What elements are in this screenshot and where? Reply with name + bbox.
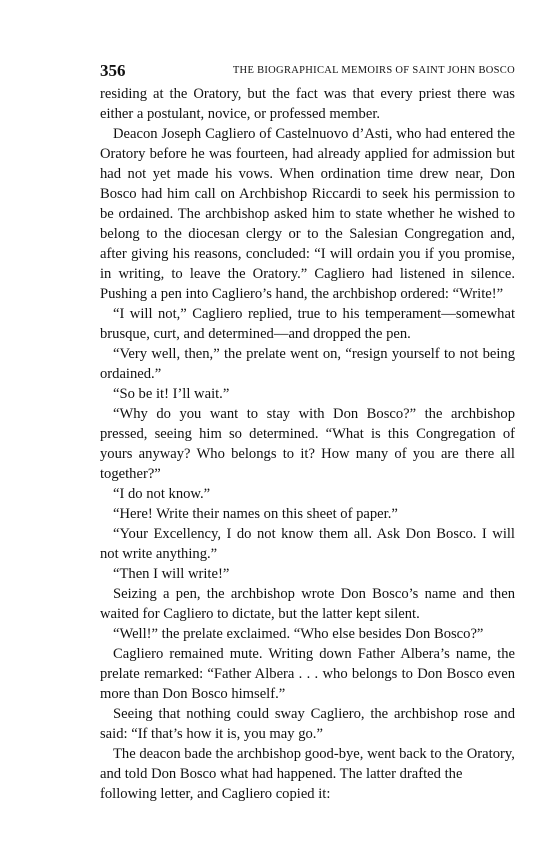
paragraph: “Very well, then,” the prelate went on, “resign yourself to not being ordained.” [100, 346, 515, 382]
paragraph: residing at the Oratory, but the fact was that every priest there was either a postulant, novice, or professed member. [100, 86, 515, 122]
page-number: 356 [100, 61, 126, 80]
page-header [100, 60, 515, 82]
paragraph: The deacon bade the archbishop good-bye, went back to the Oratory, and told Don Bosco what had happened. The latter drafted the following letter, and Cagliero copied it: [100, 746, 515, 802]
running-head: THE BIOGRAPHICAL MEMOIRS OF SAINT JOHN BOSCO [232, 65, 515, 76]
paragraph: “Then I will write!” [113, 566, 230, 582]
paragraph: “Why do you want to stay with Don Bosco?” the archbishop pressed, seeing him so determined. “What is this Congregation of yours anyway? Who belongs to it? How many of you are there all together?” [100, 406, 515, 482]
body-text [100, 84, 515, 804]
paragraph: Cagliero remained mute. Writing down Father Albera’s name, the prelate remarked: “Father Albera . . . who belongs to Don Bosco even more than Don Bosco himself.” [100, 646, 515, 702]
paragraph: “I will not,” Cagliero replied, true to his temperament—somewhat brusque, curt, and determined—and dropped the pen. [100, 306, 515, 342]
paragraph: Seizing a pen, the archbishop wrote Don Bosco’s name and then waited for Cagliero to dictate, but the latter kept silent. [100, 586, 515, 622]
paragraph: “Your Excellency, I do not know them all. Ask Don Bosco. I will not write anything.” [100, 526, 515, 562]
paragraph: Deacon Joseph Cagliero of Castelnuovo d’Asti, who had entered the Oratory before he was fourteen, had already applied for admission but had not yet made his vows. When ordination time drew near, Don Bosco had him call on Archbishop Riccardi to seek his permission to be ordained. The archbishop asked him to state whether he wished to belong to the diocesan clergy or to the Salesian Congregation and, after giving his reasons, concluded: “I will ordain you if you promise, in writing, to leave the Oratory.” Cagliero had listened in silence. Pushing a pen into Cagliero’s hand, the archbishop ordered: “Write!” [100, 126, 515, 302]
paragraph: “So be it! I’ll wait.” [113, 386, 230, 402]
paragraph: Seeing that nothing could sway Cagliero, the archbishop rose and said: “If that’s how it is, you may go.” [100, 706, 515, 742]
paragraph: “Here! Write their names on this sheet of paper.” [113, 506, 398, 522]
paragraph: “I do not know.” [113, 486, 211, 502]
paragraph: “Well!” the prelate exclaimed. “Who else besides Don Bosco?” [113, 626, 484, 642]
